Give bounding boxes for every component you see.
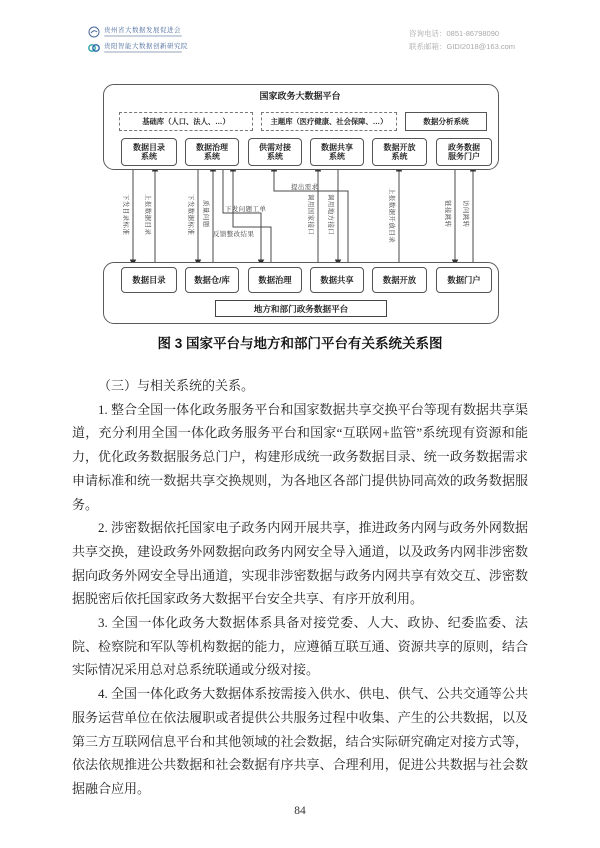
national-system-governance: 数据治理系统	[185, 138, 239, 166]
system-relationship-diagram	[103, 84, 497, 324]
local-system-warehouse: 数据仓/库	[185, 267, 239, 293]
conn-label-raise-demand: 提出需求	[291, 184, 319, 191]
conn-label-issue-work-order: 下发问题工单	[225, 206, 267, 213]
conn-label-issue-data-standard: 下发数据标准	[187, 194, 194, 236]
body-text	[72, 374, 528, 801]
logo-institute	[88, 42, 188, 54]
conn-label-link-redirect: 链接跳转	[444, 200, 451, 228]
institute-logo-label: 贵阳智能大数据创新研究院	[104, 42, 188, 50]
conn-label-issue-catalog-standard: 下发目录标准	[122, 194, 129, 236]
paragraph-1: 1. 整合全国一体化政务服务平台和国家数据共享交换平台等现有数据共享渠道，充分利用全国一体化政务服务平台和国家“互联网+监管”系统现有资源和能力，优化政务数据服务总门户，构建形成统一政务数据目录、统一政务数据需求申请标准和统一数据共享交换规则，为各地区各部门提供协同高效的政务数据服务。	[72, 401, 528, 512]
association-logo-icon	[88, 26, 100, 38]
paragraph-2: 2. 涉密数据依托国家电子政务内网开展共享，推进政务内网与政务外网数据共享交换，建设政务外网数据向政务内网安全导入通道，以及政务内网非涉密数据向政务外网安全导出通道，实现非涉密数据与政务内网共享有效交互、涉密数据脱密后依托国家政务大数据平台安全共享、有序开放利用。	[72, 520, 528, 607]
contact-email: 联系邮箱：GIDI2018@163.com	[409, 42, 515, 51]
local-system-catalog: 数据目录	[121, 267, 177, 293]
conn-label-feedback-result: 反馈整改结果	[213, 231, 255, 238]
national-system-supply-demand: 供需对接系统	[248, 138, 302, 166]
conn-label-visit-redirect: 访问跳转	[462, 200, 469, 228]
conn-label-quality-issues: 质量问题	[202, 200, 209, 228]
national-system-open: 数据开放系统	[372, 138, 427, 166]
national-system-catalog: 数据目录系统	[121, 138, 177, 166]
local-system-portal: 数据门户	[436, 267, 492, 293]
local-system-governance: 数据治理	[248, 267, 302, 293]
conn-label-report-data-catalog: 上报数据目录	[144, 194, 151, 236]
contact-phone: 咨询电话：0851-86798090	[409, 29, 500, 38]
header-logos	[88, 26, 188, 58]
association-logo-subline	[104, 35, 182, 37]
conn-label-report-open-catalog: 上报数据开放目录	[388, 188, 395, 244]
institute-logo-subline	[104, 51, 182, 53]
data-analysis-system-box: 数据分析系统	[405, 112, 487, 131]
header-contact	[409, 27, 515, 53]
base-database-box: 基础库（人口、法人、…）	[119, 112, 253, 131]
paragraph-3: 3. 全国一体化政务大数据体系具备对接党委、人大、政协、纪委监委、法院、检察院和军队等机构数据的能力，应遵循互联互通、资源共享的原则，结合实际情况采用总对总系统联通或分级对接。	[72, 615, 528, 678]
theme-database-box: 主题库（医疗健康、社会保障、…）	[261, 112, 397, 131]
page-number: 84	[294, 805, 306, 817]
section-heading: （三）与相关系统的关系。	[98, 378, 255, 393]
national-system-sharing: 数据共享系统	[310, 138, 364, 166]
local-system-sharing: 数据共享	[310, 267, 364, 293]
national-system-portal: 政务数据服务门户	[436, 138, 492, 166]
local-platform-title: 地方和部门政务数据平台	[215, 300, 387, 317]
association-logo-label: 贵州省大数据发展促进会	[104, 26, 181, 34]
paragraph-4: 4. 全国一体化政务大数据体系按需接入供水、供电、供气、公共交通等公共服务运营单位在依法履职或者提供公共服务过程中收集、产生的公共数据，以及第三方互联网信息平台和其他领域的社会数据，结合实际研究确定对接方式等，依法依规推进公共数据和社会数据有序共享、合理利用，促进公共数据与社会数据融合应用。	[72, 686, 528, 796]
conn-label-call-national-api: 调用国家接口	[307, 194, 314, 236]
conn-label-call-local-api: 调用地方接口	[327, 194, 334, 236]
institute-logo-icon	[88, 42, 100, 54]
figure-caption: 图 3 国家平台与地方和部门平台有关系统关系图	[157, 336, 443, 351]
local-system-open: 数据开放	[372, 267, 427, 293]
logo-association	[88, 26, 188, 38]
national-platform-title: 国家政务大数据平台	[259, 91, 341, 101]
